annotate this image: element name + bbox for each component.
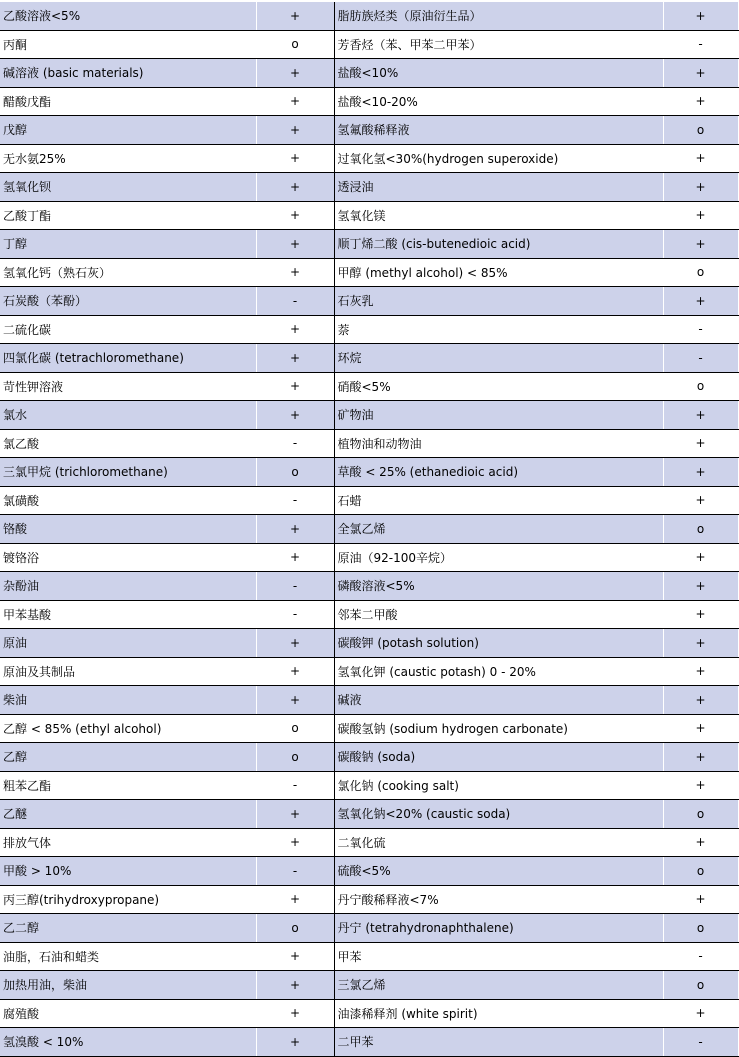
table-row [0, 144, 738, 173]
resistance-mark-right: o [663, 914, 738, 943]
resistance-mark-left: + [256, 686, 334, 715]
chemical-name-left: 乙二醇 [0, 914, 256, 943]
resistance-mark-right: + [663, 144, 738, 173]
resistance-mark-right: o [663, 800, 738, 829]
chemical-name-right: 全氯乙烯 [334, 515, 663, 544]
resistance-mark-right: + [663, 572, 738, 601]
chemical-name-right: 氢氧化镁 [334, 201, 663, 230]
resistance-mark-left: + [256, 885, 334, 914]
chemical-name-right: 脂肪族烃类（原油衍生品） [334, 2, 663, 30]
resistance-mark-left: + [256, 942, 334, 971]
chemical-name-left: 丁醇 [0, 230, 256, 259]
resistance-mark-left: + [256, 258, 334, 287]
resistance-mark-left: + [256, 1028, 334, 1057]
chemical-name-left: 镀铬浴 [0, 543, 256, 572]
resistance-mark-left: - [256, 429, 334, 458]
resistance-mark-right: o [663, 258, 738, 287]
chemical-name-right: 丹宁 (tetrahydronaphthalene) [334, 914, 663, 943]
resistance-mark-left: o [256, 458, 334, 487]
table-row [0, 942, 738, 971]
chemical-name-left: 原油及其制品 [0, 657, 256, 686]
resistance-mark-left: - [256, 600, 334, 629]
chemical-name-right: 原油（92-100辛烷） [334, 543, 663, 572]
chemical-name-left: 苛性钾溶液 [0, 372, 256, 401]
chemical-name-right: 植物油和动物油 [334, 429, 663, 458]
resistance-mark-right: + [663, 543, 738, 572]
table-row [0, 999, 738, 1028]
resistance-mark-right: + [663, 87, 738, 116]
table-body [0, 2, 738, 1056]
table-row [0, 515, 738, 544]
table-row [0, 173, 738, 202]
chemical-name-right: 甲醇 (methyl alcohol) < 85% [334, 258, 663, 287]
chemical-name-right: 过氧化氢<30%(hydrogen superoxide) [334, 144, 663, 173]
resistance-mark-right: o [663, 857, 738, 886]
resistance-mark-right: + [663, 59, 738, 88]
resistance-mark-left: - [256, 857, 334, 886]
chemical-name-left: 甲苯基酸 [0, 600, 256, 629]
table-row [0, 401, 738, 430]
table-row [0, 771, 738, 800]
chemical-name-right: 氢氧化钾 (caustic potash) 0 - 20% [334, 657, 663, 686]
chemical-name-right: 碱液 [334, 686, 663, 715]
resistance-mark-right: + [663, 486, 738, 515]
chemical-name-left: 氢氧化钡 [0, 173, 256, 202]
resistance-mark-right: - [663, 942, 738, 971]
resistance-mark-left: + [256, 401, 334, 430]
chemical-name-right: 环烷 [334, 344, 663, 373]
resistance-mark-left: o [256, 30, 334, 59]
chemical-name-left: 杂酚油 [0, 572, 256, 601]
table-row [0, 344, 738, 373]
chemical-name-right: 草酸 < 25% (ethanedioic acid) [334, 458, 663, 487]
table-row [0, 914, 738, 943]
resistance-mark-right: + [663, 828, 738, 857]
chemical-name-right: 盐酸<10-20% [334, 87, 663, 116]
chemical-name-left: 粗苯乙酯 [0, 771, 256, 800]
resistance-mark-right: o [663, 372, 738, 401]
chemical-name-right: 萘 [334, 315, 663, 344]
resistance-mark-right: o [663, 515, 738, 544]
chemical-name-left: 氢溴酸 < 10% [0, 1028, 256, 1057]
chemical-name-right: 氢氧化钠<20% (caustic soda) [334, 800, 663, 829]
chemical-name-left: 丙酮 [0, 30, 256, 59]
resistance-mark-right: - [663, 30, 738, 59]
chemical-name-left: 柴油 [0, 686, 256, 715]
chemical-name-right: 硝酸<5% [334, 372, 663, 401]
resistance-mark-right: + [663, 230, 738, 259]
resistance-mark-right: + [663, 885, 738, 914]
chemical-name-left: 加热用油，柴油 [0, 971, 256, 1000]
chemical-name-left: 铬酸 [0, 515, 256, 544]
resistance-mark-left: + [256, 144, 334, 173]
table-row [0, 87, 738, 116]
chemical-name-right: 碳酸钠 (soda) [334, 743, 663, 772]
table-row [0, 600, 738, 629]
table-row [0, 116, 738, 145]
resistance-mark-left: + [256, 116, 334, 145]
resistance-mark-left: + [256, 543, 334, 572]
chemical-name-left: 乙醇 < 85% (ethyl alcohol) [0, 714, 256, 743]
resistance-mark-right: + [663, 201, 738, 230]
chemical-name-left: 原油 [0, 629, 256, 658]
chemical-name-right: 顺丁烯二酸 (cis-butenedioic acid) [334, 230, 663, 259]
resistance-mark-right: + [663, 173, 738, 202]
table-row [0, 714, 738, 743]
chemical-name-right: 石蜡 [334, 486, 663, 515]
resistance-mark-left: + [256, 800, 334, 829]
resistance-mark-left: + [256, 657, 334, 686]
chemical-name-right: 碳酸钾 (potash solution) [334, 629, 663, 658]
chemical-name-left: 三氯甲烷 (trichloromethane) [0, 458, 256, 487]
chemical-name-left: 乙醚 [0, 800, 256, 829]
chemical-name-left: 二硫化碳 [0, 315, 256, 344]
resistance-mark-left: + [256, 315, 334, 344]
table-row [0, 885, 738, 914]
table-row [0, 543, 738, 572]
chemical-name-left: 石炭酸（苯酚） [0, 287, 256, 316]
resistance-mark-right: + [663, 657, 738, 686]
resistance-mark-right: + [663, 686, 738, 715]
resistance-mark-right: + [663, 714, 738, 743]
resistance-mark-right: + [663, 287, 738, 316]
table-row [0, 486, 738, 515]
resistance-mark-left: - [256, 572, 334, 601]
chemical-name-left: 乙酸丁酯 [0, 201, 256, 230]
resistance-mark-left: - [256, 287, 334, 316]
table-row [0, 1028, 738, 1057]
table-row [0, 828, 738, 857]
chemical-name-left: 甲酸 > 10% [0, 857, 256, 886]
chemical-name-left: 无水氨25% [0, 144, 256, 173]
chemical-name-right: 三氯乙烯 [334, 971, 663, 1000]
table-row [0, 657, 738, 686]
table-row [0, 201, 738, 230]
chemical-name-left: 氢氧化钙（熟石灰） [0, 258, 256, 287]
resistance-mark-right: o [663, 971, 738, 1000]
chemical-name-right: 硫酸<5% [334, 857, 663, 886]
chemical-name-left: 戊醇 [0, 116, 256, 145]
table-row [0, 258, 738, 287]
resistance-mark-right: - [663, 344, 738, 373]
chemical-name-right: 氯化钠 (cooking salt) [334, 771, 663, 800]
chemical-name-right: 甲苯 [334, 942, 663, 971]
resistance-mark-left: o [256, 914, 334, 943]
resistance-mark-right: - [663, 315, 738, 344]
chemical-name-left: 氯磺酸 [0, 486, 256, 515]
table-row [0, 429, 738, 458]
resistance-mark-right: + [663, 999, 738, 1028]
table-row [0, 287, 738, 316]
resistance-mark-right: + [663, 458, 738, 487]
resistance-mark-right: + [663, 401, 738, 430]
resistance-mark-left: + [256, 201, 334, 230]
chemical-name-right: 透浸油 [334, 173, 663, 202]
table-row [0, 2, 738, 30]
chemical-name-left: 腐殖酸 [0, 999, 256, 1028]
resistance-mark-left: o [256, 714, 334, 743]
resistance-mark-right: + [663, 771, 738, 800]
chemical-name-right: 二甲苯 [334, 1028, 663, 1057]
resistance-mark-left: + [256, 173, 334, 202]
table-row [0, 59, 738, 88]
resistance-mark-right: + [663, 629, 738, 658]
chemical-name-right: 油漆稀释剂 (white spirit) [334, 999, 663, 1028]
chemical-name-right: 磷酸溶液<5% [334, 572, 663, 601]
chemical-name-left: 排放气体 [0, 828, 256, 857]
table-row [0, 572, 738, 601]
resistance-mark-left: + [256, 59, 334, 88]
resistance-mark-left: + [256, 971, 334, 1000]
chemical-name-right: 碳酸氢钠 (sodium hydrogen carbonate) [334, 714, 663, 743]
resistance-mark-right: + [663, 600, 738, 629]
chemical-name-left: 乙酸溶液<5% [0, 2, 256, 30]
resistance-mark-left: o [256, 743, 334, 772]
resistance-mark-right: - [663, 1028, 738, 1057]
table-row [0, 743, 738, 772]
resistance-mark-left: + [256, 344, 334, 373]
chemical-name-left: 油脂，石油和蜡类 [0, 942, 256, 971]
table-row [0, 800, 738, 829]
resistance-mark-right: + [663, 429, 738, 458]
chemical-name-right: 氢氟酸稀释液 [334, 116, 663, 145]
table-row [0, 686, 738, 715]
resistance-mark-left: + [256, 629, 334, 658]
chemical-name-right: 二氧化硫 [334, 828, 663, 857]
chemical-name-right: 盐酸<10% [334, 59, 663, 88]
resistance-mark-left: + [256, 372, 334, 401]
chemical-name-left: 碱溶液 (basic materials) [0, 59, 256, 88]
table-row [0, 372, 738, 401]
table-row [0, 857, 738, 886]
table-row [0, 315, 738, 344]
resistance-mark-right: + [663, 2, 738, 30]
chemical-name-left: 丙三醇(trihydroxypropane) [0, 885, 256, 914]
resistance-mark-left: + [256, 2, 334, 30]
table-row [0, 458, 738, 487]
resistance-mark-left: + [256, 230, 334, 259]
chemical-name-right: 石灰乳 [334, 287, 663, 316]
chemical-name-right: 邻苯二甲酸 [334, 600, 663, 629]
chemical-name-left: 醋酸戊酯 [0, 87, 256, 116]
chemical-resistance-table [0, 2, 739, 1057]
resistance-mark-left: - [256, 771, 334, 800]
resistance-mark-right: + [663, 743, 738, 772]
chemical-name-left: 乙醇 [0, 743, 256, 772]
table-row [0, 971, 738, 1000]
chemical-name-right: 丹宁酸稀释液<7% [334, 885, 663, 914]
chemical-name-left: 四氯化碳 (tetrachloromethane) [0, 344, 256, 373]
chemical-name-right: 矿物油 [334, 401, 663, 430]
resistance-mark-left: + [256, 515, 334, 544]
chemical-name-right: 芳香烃（苯、甲苯二甲苯） [334, 30, 663, 59]
resistance-mark-left: - [256, 486, 334, 515]
resistance-mark-left: + [256, 999, 334, 1028]
chemical-name-left: 氯水 [0, 401, 256, 430]
resistance-mark-left: + [256, 828, 334, 857]
resistance-mark-left: + [256, 87, 334, 116]
chemical-name-left: 氯乙酸 [0, 429, 256, 458]
table-row [0, 230, 738, 259]
table-row [0, 629, 738, 658]
resistance-mark-right: o [663, 116, 738, 145]
table-row [0, 30, 738, 59]
